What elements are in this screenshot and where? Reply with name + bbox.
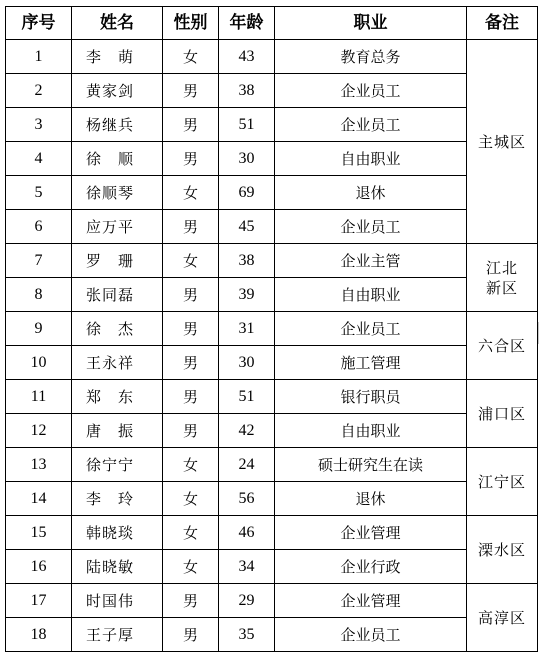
row-age: 39 bbox=[219, 278, 275, 312]
note-line: 新区 bbox=[485, 278, 518, 297]
row-index: 10 bbox=[6, 346, 72, 380]
row-name: 陆晓敏 bbox=[72, 550, 163, 584]
row-job: 企业主管 bbox=[275, 244, 467, 278]
note-line: 六合区 bbox=[477, 336, 526, 355]
row-name: 李 萌 bbox=[72, 40, 163, 74]
row-gender: 男 bbox=[163, 74, 219, 108]
note-cell bbox=[467, 380, 538, 448]
row-index: 9 bbox=[6, 312, 72, 346]
table-row bbox=[6, 108, 538, 142]
table-row bbox=[6, 516, 538, 550]
row-age: 38 bbox=[219, 244, 275, 278]
row-job: 企业员工 bbox=[275, 74, 467, 108]
row-index: 13 bbox=[6, 448, 72, 482]
row-job: 教育总务 bbox=[275, 40, 467, 74]
row-age: 38 bbox=[219, 74, 275, 108]
header-gender: 性别 bbox=[163, 7, 219, 40]
row-job: 自由职业 bbox=[275, 142, 467, 176]
row-name: 王永祥 bbox=[72, 346, 163, 380]
row-name: 王子厚 bbox=[72, 618, 163, 652]
row-job: 企业员工 bbox=[275, 312, 467, 346]
row-job: 企业员工 bbox=[275, 210, 467, 244]
row-index: 4 bbox=[6, 142, 72, 176]
table-row bbox=[6, 40, 538, 74]
row-name: 时国伟 bbox=[72, 584, 163, 618]
row-age: 24 bbox=[219, 448, 275, 482]
row-gender: 女 bbox=[163, 482, 219, 516]
row-index: 15 bbox=[6, 516, 72, 550]
note-cell bbox=[467, 40, 538, 244]
row-index: 5 bbox=[6, 176, 72, 210]
row-job: 企业行政 bbox=[275, 550, 467, 584]
note-line: 江宁区 bbox=[477, 472, 526, 491]
row-name: 黄家剑 bbox=[72, 74, 163, 108]
row-age: 51 bbox=[219, 108, 275, 142]
row-index: 18 bbox=[6, 618, 72, 652]
row-index: 2 bbox=[6, 74, 72, 108]
table-row bbox=[6, 312, 538, 346]
row-index: 3 bbox=[6, 108, 72, 142]
table-row bbox=[6, 584, 538, 618]
header-job: 职业 bbox=[275, 7, 467, 40]
row-index: 8 bbox=[6, 278, 72, 312]
row-name: 应万平 bbox=[72, 210, 163, 244]
row-name: 徐 杰 bbox=[72, 312, 163, 346]
table-row bbox=[6, 448, 538, 482]
note-cell bbox=[467, 516, 538, 584]
row-gender: 男 bbox=[163, 618, 219, 652]
scroll-edge-mark bbox=[538, 322, 543, 344]
row-age: 43 bbox=[219, 40, 275, 74]
row-job: 退休 bbox=[275, 176, 467, 210]
row-job: 企业管理 bbox=[275, 584, 467, 618]
row-name: 罗 珊 bbox=[72, 244, 163, 278]
row-age: 69 bbox=[219, 176, 275, 210]
table-row bbox=[6, 380, 538, 414]
row-age: 30 bbox=[219, 142, 275, 176]
header-index: 序号 bbox=[6, 7, 72, 40]
row-age: 45 bbox=[219, 210, 275, 244]
row-name: 唐 振 bbox=[72, 414, 163, 448]
row-index: 11 bbox=[6, 380, 72, 414]
row-index: 14 bbox=[6, 482, 72, 516]
note-line: 主城区 bbox=[477, 132, 526, 151]
row-age: 31 bbox=[219, 312, 275, 346]
note-line: 高淳区 bbox=[477, 608, 526, 627]
row-age: 46 bbox=[219, 516, 275, 550]
table-row bbox=[6, 142, 538, 176]
row-gender: 男 bbox=[163, 210, 219, 244]
row-gender: 女 bbox=[163, 40, 219, 74]
note-cell bbox=[467, 312, 538, 380]
table-row bbox=[6, 346, 538, 380]
row-age: 34 bbox=[219, 550, 275, 584]
note-line: 江北 bbox=[485, 258, 518, 277]
row-gender: 女 bbox=[163, 176, 219, 210]
row-index: 16 bbox=[6, 550, 72, 584]
row-index: 12 bbox=[6, 414, 72, 448]
row-job: 自由职业 bbox=[275, 414, 467, 448]
row-index: 6 bbox=[6, 210, 72, 244]
row-name: 韩晓琰 bbox=[72, 516, 163, 550]
table-row bbox=[6, 244, 538, 278]
table-row bbox=[6, 414, 538, 448]
row-gender: 男 bbox=[163, 584, 219, 618]
row-job: 施工管理 bbox=[275, 346, 467, 380]
note-cell bbox=[467, 584, 538, 652]
row-name: 李 玲 bbox=[72, 482, 163, 516]
row-name: 杨继兵 bbox=[72, 108, 163, 142]
note-cell bbox=[467, 244, 538, 312]
row-index: 17 bbox=[6, 584, 72, 618]
note-cell bbox=[467, 448, 538, 516]
row-gender: 男 bbox=[163, 346, 219, 380]
row-gender: 女 bbox=[163, 448, 219, 482]
row-gender: 女 bbox=[163, 550, 219, 584]
note-line: 溧水区 bbox=[477, 540, 526, 559]
row-age: 35 bbox=[219, 618, 275, 652]
row-age: 29 bbox=[219, 584, 275, 618]
row-name: 徐顺琴 bbox=[72, 176, 163, 210]
table-row bbox=[6, 482, 538, 516]
row-age: 51 bbox=[219, 380, 275, 414]
table-row bbox=[6, 74, 538, 108]
row-name: 徐 顺 bbox=[72, 142, 163, 176]
header-age: 年龄 bbox=[219, 7, 275, 40]
table-row bbox=[6, 550, 538, 584]
row-name: 郑 东 bbox=[72, 380, 163, 414]
row-gender: 男 bbox=[163, 312, 219, 346]
row-age: 42 bbox=[219, 414, 275, 448]
row-gender: 男 bbox=[163, 380, 219, 414]
row-gender: 男 bbox=[163, 278, 219, 312]
row-name: 张同磊 bbox=[72, 278, 163, 312]
row-job: 硕士研究生在读 bbox=[275, 448, 467, 482]
row-gender: 男 bbox=[163, 142, 219, 176]
table-row bbox=[6, 618, 538, 652]
row-job: 银行职员 bbox=[275, 380, 467, 414]
row-job: 企业员工 bbox=[275, 618, 467, 652]
row-gender: 男 bbox=[163, 414, 219, 448]
header-row bbox=[6, 7, 538, 40]
row-index: 7 bbox=[6, 244, 72, 278]
row-job: 企业员工 bbox=[275, 108, 467, 142]
row-job: 自由职业 bbox=[275, 278, 467, 312]
row-gender: 女 bbox=[163, 244, 219, 278]
table-row bbox=[6, 176, 538, 210]
row-index: 1 bbox=[6, 40, 72, 74]
row-gender: 男 bbox=[163, 108, 219, 142]
note-line: 浦口区 bbox=[477, 404, 526, 423]
table-row bbox=[6, 210, 538, 244]
table-row bbox=[6, 278, 538, 312]
participants-table bbox=[5, 6, 538, 652]
row-name: 徐宁宁 bbox=[72, 448, 163, 482]
row-age: 30 bbox=[219, 346, 275, 380]
row-age: 56 bbox=[219, 482, 275, 516]
row-gender: 女 bbox=[163, 516, 219, 550]
header-note: 备注 bbox=[467, 7, 538, 40]
row-job: 企业管理 bbox=[275, 516, 467, 550]
row-job: 退休 bbox=[275, 482, 467, 516]
header-name: 姓名 bbox=[72, 7, 163, 40]
